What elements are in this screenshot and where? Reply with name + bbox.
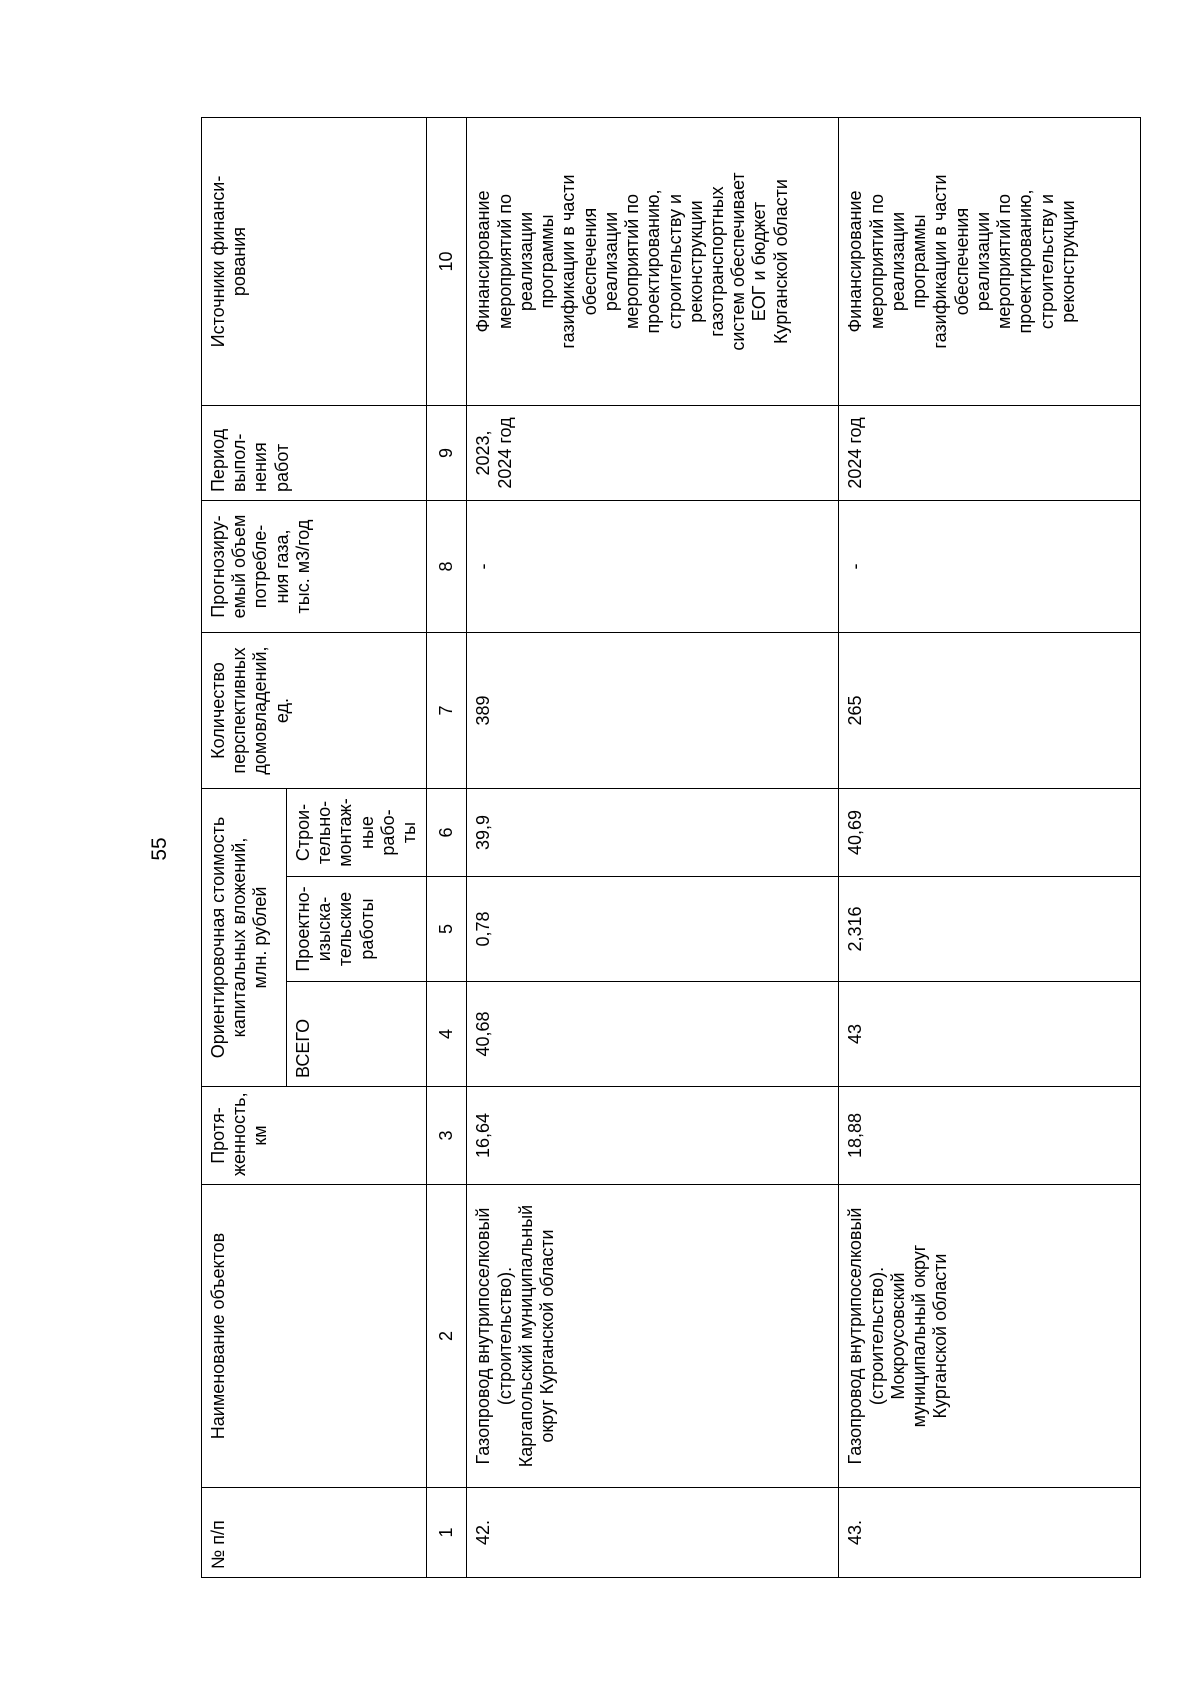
header-cost-construction: Строи- тельно- монтаж- ные рабо- ты bbox=[287, 789, 427, 877]
row-cost-construction: 39,9 bbox=[467, 789, 839, 877]
row-households: 389 bbox=[467, 633, 839, 789]
column-number: 1 bbox=[427, 1488, 467, 1578]
table-wrapper bbox=[201, 118, 1118, 1578]
row-length: 18,88 bbox=[839, 1087, 1141, 1185]
row-length: 16,64 bbox=[467, 1087, 839, 1185]
row-cost-total: 40,68 bbox=[467, 982, 839, 1087]
row-gas-volume: - bbox=[467, 501, 839, 633]
column-number: 8 bbox=[427, 501, 467, 633]
row-households: 265 bbox=[839, 633, 1141, 789]
column-number: 9 bbox=[427, 406, 467, 501]
header-length: Протя- женность, км bbox=[202, 1087, 427, 1185]
header-gas-volume: Прогнозиру- емый объем потребле- ния газа, тыс. м3/год bbox=[202, 501, 427, 633]
header-sources: Источники финанси- рования bbox=[202, 118, 427, 406]
row-cost-design: 0,78 bbox=[467, 877, 839, 982]
column-number: 4 bbox=[427, 982, 467, 1087]
row-gas-volume: - bbox=[839, 501, 1141, 633]
header-cost-total: ВСЕГО bbox=[287, 982, 427, 1087]
table-row bbox=[839, 118, 1141, 1578]
header-cost-group: Ориентировочная стоимость капитальных вложений, млн. рублей bbox=[202, 789, 287, 1087]
header-name: Наименование объектов bbox=[202, 1185, 427, 1488]
header-households: Количество перспективных домовладений, ед. bbox=[202, 633, 427, 789]
header-period: Период выпол- нения работ bbox=[202, 406, 427, 501]
column-number: 10 bbox=[427, 118, 467, 406]
row-cost-total: 43 bbox=[839, 982, 1141, 1087]
row-name: Газопровод внутрипоселковый (строительство). Каргапольский муниципальный округ Курганской области bbox=[467, 1185, 839, 1488]
row-period: 2024 год bbox=[839, 406, 1141, 501]
header-no: № п/п bbox=[202, 1488, 427, 1578]
table-row bbox=[467, 118, 839, 1578]
column-number: 2 bbox=[427, 1185, 467, 1488]
row-period: 2023, 2024 год bbox=[467, 406, 839, 501]
column-number: 5 bbox=[427, 877, 467, 982]
gas-pipeline-table bbox=[201, 117, 1141, 1578]
header-cost-design: Проектно- изыска- тельские работы bbox=[287, 877, 427, 982]
row-no: 43. bbox=[839, 1488, 1141, 1578]
row-cost-construction: 40,69 bbox=[839, 789, 1141, 877]
column-number: 6 bbox=[427, 789, 467, 877]
page-number: 55 bbox=[148, 837, 171, 861]
column-number: 3 bbox=[427, 1087, 467, 1185]
row-no: 42. bbox=[467, 1488, 839, 1578]
row-sources: Финансирование мероприятий по реализации программы газификации в части обеспечения реализации мероприятий по проектированию, строительству и реконструкции газотранспортных систем обеспечивает ЕОГ и бюджет Курганской области bbox=[467, 118, 839, 406]
row-cost-design: 2,316 bbox=[839, 877, 1141, 982]
row-name: Газопровод внутрипоселковый (строительство). Мокроусовский муниципальный округ Курганской области bbox=[839, 1185, 1141, 1488]
row-sources: Финансирование мероприятий по реализации программы газификации в части обеспечения реализации мероприятий по проектированию, строительству и реконструкции bbox=[839, 118, 1141, 406]
column-number: 7 bbox=[427, 633, 467, 789]
